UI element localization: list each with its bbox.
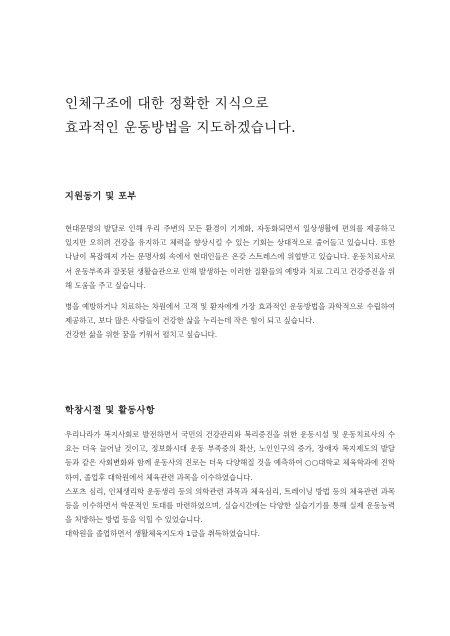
headline-line-2: 효과적인 운동방법을 지도하겠습니다. (65, 120, 297, 136)
section-title-school-activities: 학창시절 및 활동사항 (65, 406, 156, 416)
paragraph: 현대문명의 발달로 인해 우리 주변의 모든 환경이 기계화, 자동화되면서 일상생활에 편의를 제공하고 있지만 오히려 건강을 유지하고 체력을 향상시킬 수 있는 기회는 상대적으로 줄어들고 있습니다. 또한 나날이 복잡해져 가는 문명사회 속에서 현대인들은 온갖 스트레스에 위협받고 있습니다. 운동치료사로서 운동부족과 잘못된 생활습관으로 인해 발생하는 이러한 질환들의 예방과 치료 그리고 건강증진을 위해 도움을 주고 싶습니다. (65, 224, 395, 290)
section-title-motivation: 지원동기 및 포부 (65, 192, 137, 202)
paragraph: 우리나라가 복지사회로 발전하면서 국민의 건강관리와 복리증진을 위한 운동시설 및 운동치료사의 수요는 더욱 늘어날 것이고, 정보화시대 운동 부족증의 확산, 노인인구의 증가, 장애자 복지제도의 발달 등과 같은 사회변화와 함께 운동사의 진로는 더욱 다양해질 것을 예측하여 ○○대학교 체육학과에 진학하여, 졸업후 대학원에서 체육관련 과목을 이수하였습니다. (65, 430, 395, 482)
paragraph: 대학원을 졸업하면서 생활체육지도자 1급을 취득하였습니다. (65, 529, 260, 539)
paragraph: 병을 예방하거나 치료하는 차원에서 고객 및 환자에게 가장 효과적인 운동방법을 과학적으로 수립하여 제공하고, 보다 많은 사람들이 건강한 삶을 누리는데 작은 힘이 되고 싶습니다. (65, 302, 395, 326)
paragraph: 건강한 삶을 위한 꿈을 키워서 펼치고 싶습니다. (65, 330, 218, 340)
headline (65, 92, 395, 140)
section-body-motivation (65, 222, 395, 350)
headline-line-1: 인체구조에 대한 정확한 지식으로 (65, 96, 269, 112)
section-body-school-activities (65, 428, 395, 542)
paragraph: 스포츠 심리, 인체생리학 운동생리 등의 의학관련 과목과 체육심리, 트레이닝 방법 등의 체육관련 과목 등을 이수하면서 학문적인 토대를 마련하였으며, 실습시간에는 다양한 실습기기를 통해 실제 운동능력을 처방하는 방법 등을 익힐 수 있었습니다. (65, 486, 395, 525)
